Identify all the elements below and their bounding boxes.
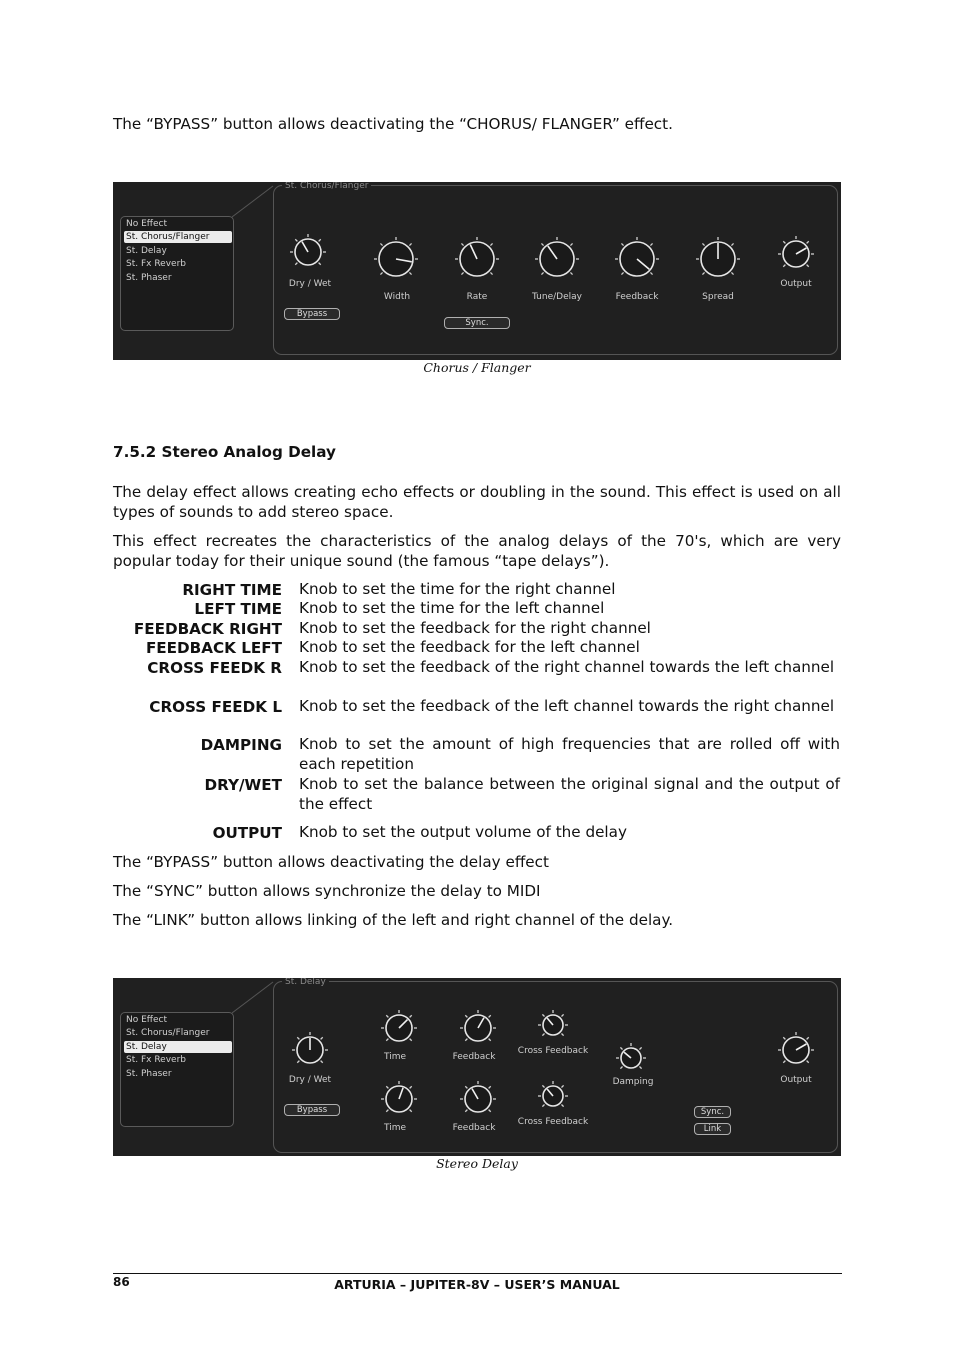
knob-icon[interactable]: [458, 1008, 498, 1048]
footer-rule: [113, 1273, 842, 1274]
knob-icon[interactable]: [458, 1079, 498, 1119]
effect-item-no-effect[interactable]: No Effect: [126, 219, 168, 229]
feedback-left-label: Feedback: [452, 1123, 496, 1133]
def-term: RIGHT TIME: [182, 581, 282, 599]
figure-caption: Stereo Delay: [436, 1156, 518, 1171]
cross-feedback-right-label: Cross Feedback: [517, 1046, 589, 1056]
effect-item-chorus-flanger[interactable]: St. Chorus/Flanger: [126, 1028, 210, 1038]
effect-item-chorus-flanger[interactable]: St. Chorus/Flanger: [124, 231, 232, 243]
width-label: Width: [383, 292, 411, 302]
feedback-right-label: Feedback: [452, 1052, 496, 1062]
output-label: Output: [780, 279, 812, 289]
tune-delay-label: Tune/Delay: [532, 292, 582, 302]
def-desc: Knob to set the feedback of the right channel towards the left channel: [299, 658, 835, 676]
def-desc: Knob to set the feedback of the left channel towards the right channel: [299, 697, 835, 715]
cross-feedback-left-label: Cross Feedback: [517, 1117, 589, 1127]
knob-icon[interactable]: [537, 1009, 569, 1041]
dry-wet-label: Dry / Wet: [288, 279, 332, 289]
bypass-button[interactable]: Bypass: [284, 308, 340, 320]
effect-item-no-effect[interactable]: No Effect: [126, 1015, 168, 1025]
knob-icon[interactable]: [290, 1030, 330, 1070]
effect-item-delay[interactable]: St. Delay: [126, 246, 167, 256]
panel-title: St. Chorus/Flanger: [282, 182, 371, 191]
def-term: CROSS FEEDK L: [149, 698, 282, 716]
def-desc: Knob to set the output volume of the delay: [299, 823, 627, 841]
feedback-label: Feedback: [615, 292, 659, 302]
output-label: Output: [780, 1075, 812, 1085]
effect-list[interactable]: [120, 1012, 234, 1127]
knob-icon[interactable]: [615, 1042, 647, 1074]
sync-button[interactable]: Sync.: [444, 317, 510, 329]
time-left-label: Time: [383, 1123, 407, 1133]
time-right-label: Time: [383, 1052, 407, 1062]
knob-icon[interactable]: [532, 234, 582, 284]
effect-item-fx-reverb[interactable]: St. Fx Reverb: [126, 259, 186, 269]
knob-icon[interactable]: [290, 234, 330, 274]
effect-item-phaser[interactable]: St. Phaser: [126, 273, 172, 283]
section-heading: 7.5.2 Stereo Analog Delay: [113, 443, 336, 461]
knob-icon[interactable]: [776, 1030, 816, 1070]
frame-connector: [232, 981, 277, 1021]
def-term: OUTPUT: [212, 824, 282, 842]
effect-item-delay[interactable]: St. Delay: [124, 1041, 232, 1053]
def-term: CROSS FEEDK R: [147, 659, 282, 677]
def-desc: Knob to set the time for the right channel: [299, 580, 616, 598]
knob-icon[interactable]: [537, 1080, 569, 1112]
def-term: FEEDBACK LEFT: [145, 639, 282, 657]
effect-list[interactable]: [120, 216, 234, 331]
damping-label: Damping: [612, 1077, 654, 1087]
knob-icon[interactable]: [776, 234, 816, 274]
def-desc: Knob to set the feedback for the right channel: [299, 619, 651, 637]
def-term: FEEDBACK RIGHT: [133, 620, 282, 638]
knob-icon[interactable]: [379, 1079, 419, 1119]
page-number: 86: [113, 1275, 130, 1289]
bypass-chorus-text: The “BYPASS” button allows deactivating the “CHORUS/ FLANGER” effect.: [113, 115, 673, 133]
bypass-note: The “BYPASS” button allows deactivating the delay effect: [113, 853, 549, 871]
paragraph-1: The delay effect allows creating echo effects or doubling in the sound. This effect is used on all types of sounds to add stereo space.: [113, 483, 841, 521]
panel-title: St. Delay: [282, 978, 329, 987]
sync-note: The “SYNC” button allows synchronize the delay to MIDI: [113, 882, 541, 900]
rate-label: Rate: [466, 292, 488, 302]
def-term: DRY/WET: [204, 776, 282, 794]
knob-icon[interactable]: [371, 234, 421, 284]
link-button[interactable]: Link: [694, 1123, 731, 1135]
dry-wet-label: Dry / Wet: [288, 1075, 332, 1085]
def-desc: Knob to set the feedback for the left channel: [299, 638, 640, 656]
footer-title: ARTURIA – JUPITER-8V – USER’S MANUAL: [334, 1277, 620, 1292]
def-desc: Knob to set the amount of high frequencies that are rolled off with each repetition: [299, 735, 840, 773]
sync-button[interactable]: Sync.: [694, 1106, 731, 1118]
def-term: DAMPING: [200, 736, 282, 754]
paragraph-2: This effect recreates the characteristics of the analog delays of the 70's, which are very popular today for their unique sound (the famous “tape delays”).: [113, 532, 841, 570]
link-note: The “LINK” button allows linking of the left and right channel of the delay.: [113, 911, 674, 929]
def-desc: Knob to set the balance between the original signal and the output of the effect: [299, 775, 840, 813]
effect-item-phaser[interactable]: St. Phaser: [126, 1069, 172, 1079]
knob-icon[interactable]: [693, 234, 743, 284]
spread-label: Spread: [702, 292, 734, 302]
knob-icon[interactable]: [452, 234, 502, 284]
figure-caption: Chorus / Flanger: [423, 360, 531, 375]
effect-item-fx-reverb[interactable]: St. Fx Reverb: [126, 1055, 186, 1065]
knob-icon[interactable]: [612, 234, 662, 284]
def-desc: Knob to set the time for the left channel: [299, 599, 605, 617]
def-term: LEFT TIME: [194, 600, 282, 618]
knob-icon[interactable]: [379, 1008, 419, 1048]
stereo-delay-panel: [113, 978, 841, 1156]
chorus-flanger-panel: [113, 182, 841, 360]
frame-connector: [232, 185, 277, 225]
bypass-button[interactable]: Bypass: [284, 1104, 340, 1116]
